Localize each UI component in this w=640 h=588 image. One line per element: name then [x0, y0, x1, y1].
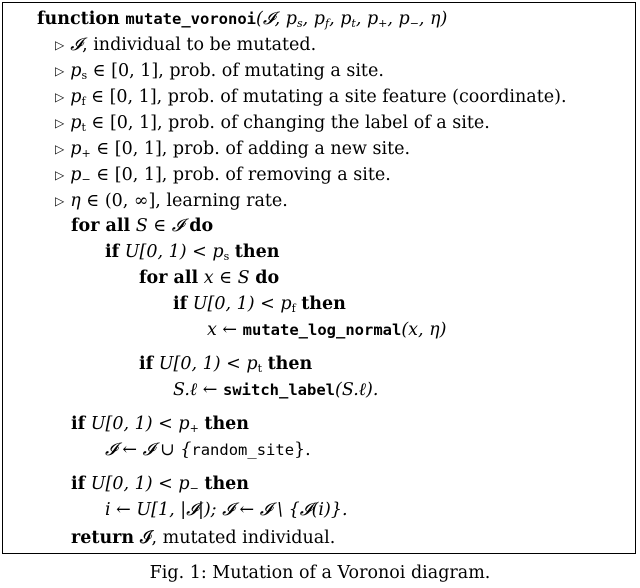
mutate-function-name: mutate_log_normal	[242, 321, 402, 339]
comment-line	[55, 190, 288, 213]
comment-text: ∈ [0, 1], prob. of adding a new site.	[90, 139, 411, 159]
comment-line	[55, 34, 316, 57]
assign-add-line	[105, 439, 311, 461]
comment-symbol: η	[70, 191, 81, 211]
return-keyword: return	[71, 528, 135, 548]
assign-x-lhs: x ←	[207, 320, 243, 340]
if-padd-condition: U[0, 1) < p	[90, 414, 190, 434]
assign-add-lhs: 𝓘 ← 𝓘 ∪ {	[105, 440, 192, 460]
if-keyword: if	[71, 474, 86, 494]
function-params: (𝓘, $p_s$, $p_f$, $p_t$, $p_+$, $p_-$, η)	[256, 9, 448, 30]
if-keyword: if	[173, 294, 188, 314]
then-keyword: then	[301, 294, 346, 314]
triangle-right-icon: ▷	[55, 116, 65, 130]
if-pt-subscript: t	[257, 362, 262, 375]
triangle-right-icon: ▷	[55, 64, 65, 78]
triangle-right-icon: ▷	[55, 168, 65, 182]
assign-remove-line	[105, 499, 348, 521]
comment-line	[55, 86, 567, 109]
if-prem-line	[71, 473, 249, 495]
comment-symbol: p	[70, 165, 82, 185]
comment-text: , individual to be mutated.	[82, 35, 317, 55]
comment-line	[55, 112, 490, 135]
return-value: 𝓘, mutated individual.	[139, 528, 336, 548]
triangle-right-icon: ▷	[55, 90, 65, 104]
assign-label-lhs: S.ℓ ←	[173, 380, 224, 400]
comment-line	[55, 138, 410, 161]
if-padd-line	[71, 413, 249, 435]
figure-caption: Fig. 1: Mutation of a Voronoi diagram.	[149, 563, 491, 583]
if-pt-condition: U[0, 1) < p	[158, 354, 258, 374]
if-padd-subscript: +	[189, 422, 199, 435]
if-pf-condition: U[0, 1) < p	[192, 294, 292, 314]
random-site-name: random_site	[191, 441, 295, 459]
triangle-right-icon: ▷	[55, 142, 65, 156]
comment-subscript: −	[81, 173, 91, 186]
for-all-keyword: for all	[139, 268, 199, 288]
triangle-right-icon: ▷	[55, 38, 65, 52]
function-header	[37, 8, 447, 30]
function-name: mutate_voronoi	[125, 10, 256, 28]
do-keyword: do	[189, 216, 214, 236]
if-ps-subscript: s	[223, 250, 230, 263]
comment-text: ∈ [0, 1], prob. of removing a site.	[90, 165, 391, 185]
then-keyword: then	[267, 354, 313, 374]
comment-text: ∈ [0, 1], prob. of mutating a site feature (coordinate).	[85, 87, 567, 107]
for-inner-condition: x ∈ S	[203, 268, 250, 288]
for-all-keyword: for all	[71, 216, 131, 236]
comment-line	[55, 60, 384, 83]
comment-symbol: 𝓘	[70, 35, 83, 55]
comment-symbol: p	[70, 139, 82, 159]
if-keyword: if	[71, 414, 86, 434]
algorithm-box	[2, 2, 636, 554]
assign-add-end: }.	[294, 440, 311, 460]
for-outer-condition: S ∈ 𝓘	[135, 216, 184, 236]
if-ps-condition: U[0, 1) < p	[124, 242, 224, 262]
then-keyword: then	[234, 242, 280, 262]
then-keyword: then	[204, 474, 250, 494]
if-prem-condition: U[0, 1) < p	[90, 474, 190, 494]
assign-label-args: (S.ℓ).	[335, 380, 379, 400]
comment-symbol: p	[70, 113, 82, 133]
triangle-right-icon: ▷	[55, 194, 65, 208]
do-keyword: do	[255, 268, 280, 288]
for-outer-line	[71, 215, 213, 237]
comment-subscript: s	[81, 69, 88, 82]
assign-label-line	[173, 379, 378, 401]
if-prem-subscript: −	[189, 482, 199, 495]
comment-subscript: f	[81, 95, 86, 108]
comment-text: ∈ [0, 1], prob. of changing the label of a site.	[85, 113, 490, 133]
comment-symbol: p	[70, 61, 82, 81]
comment-subscript: t	[81, 121, 86, 134]
assign-x-line	[207, 319, 446, 341]
assign-remove-text: i ← U[1, |𝓘|); 𝓘 ← 𝓘 \ {𝓘(i)}.	[105, 500, 348, 520]
if-pf-subscript: f	[291, 302, 296, 315]
if-pf-line	[173, 293, 346, 315]
comment-symbol: p	[70, 87, 82, 107]
if-ps-line	[105, 241, 279, 263]
if-keyword: if	[139, 354, 154, 374]
assign-x-args: (x, η)	[401, 320, 447, 340]
switch-function-name: switch_label	[223, 381, 335, 399]
comment-text: ∈ [0, 1], prob. of mutating a site.	[87, 61, 384, 81]
function-keyword: function	[37, 9, 120, 29]
comment-text: ∈ (0, ∞], learning rate.	[80, 191, 288, 211]
if-pt-line	[139, 353, 312, 375]
return-line	[71, 527, 335, 549]
comment-subscript: +	[81, 147, 91, 160]
if-keyword: if	[105, 242, 120, 262]
for-inner-line	[139, 267, 279, 289]
comment-line	[55, 164, 391, 187]
then-keyword: then	[204, 414, 250, 434]
